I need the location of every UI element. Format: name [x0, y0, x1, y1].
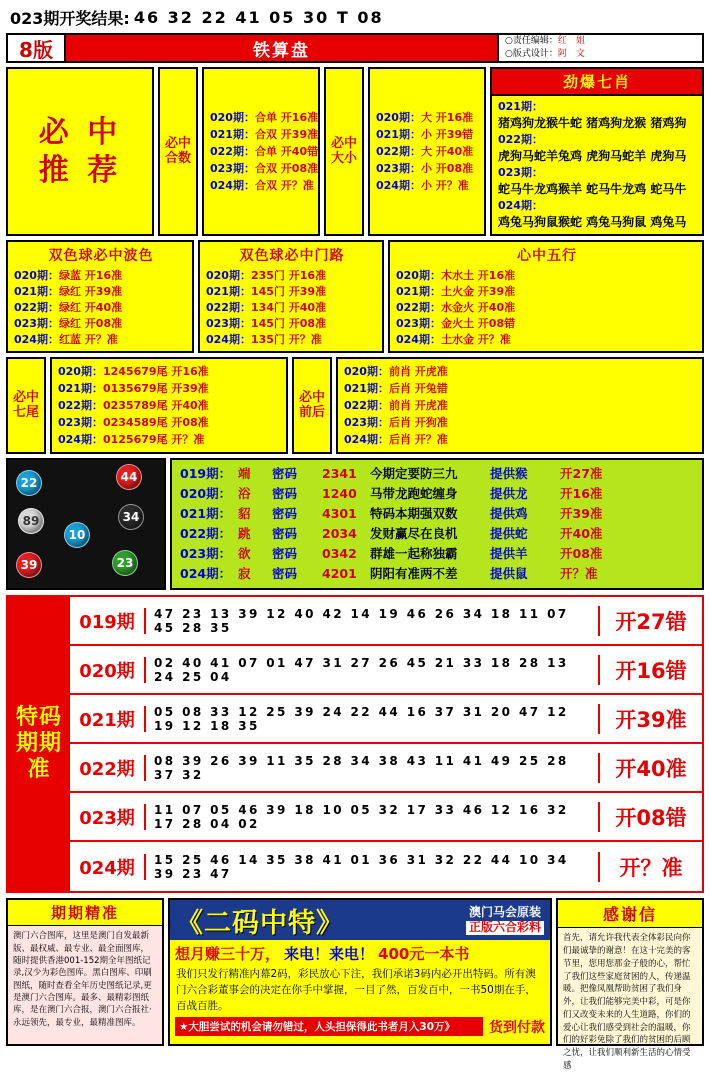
table-row	[70, 744, 702, 793]
list-item: 022期：大 开40准	[376, 145, 474, 159]
ad-center-sub-top: 澳门马会原装	[468, 904, 541, 919]
bullet-icon: ○	[505, 49, 513, 59]
list-item: 021期： 猪鸡狗龙猴牛蛇 猪鸡狗龙猴 猪鸡狗	[498, 100, 687, 130]
table-row	[70, 646, 702, 695]
list-item: 023期：145门 开08准	[206, 317, 327, 331]
credit-row	[505, 48, 702, 62]
list-item: 024期：合双 开？准	[210, 179, 314, 193]
row-numbers: 47 23 13 39 12 40 42 14 19 46 26 34 18 11 07 45 28 35	[154, 606, 569, 635]
ad-right-title: 感谢信	[558, 900, 702, 928]
ad-left	[6, 898, 164, 1046]
list-item: 021期： 貂 密码 4301 特码本期强双数 提供鸡 开39准	[180, 506, 603, 522]
headline-part1: 想月赚三十万，	[175, 945, 281, 964]
must-hit-line1: 必 中	[38, 115, 122, 151]
ball: 89	[18, 508, 44, 534]
must-hit-recommend-block	[6, 67, 154, 236]
row-result: 开？准	[598, 852, 702, 882]
list-item: 020期：合单 开16准	[210, 110, 319, 124]
list-item: 022期：绿红 开40准	[14, 301, 123, 315]
list-item: 024期： 寂 密码 4201 阴阳有准两不差 提供鼠 开？准	[180, 566, 598, 582]
list-item: 023期： 欲 密码 0342 群雄一起称独霸 提供羊 开08准	[180, 546, 603, 562]
row-result: 开08错	[598, 802, 702, 832]
list-item: 020期：1245679尾 开16准	[58, 365, 209, 379]
list-item: 021期：土火金 开39准	[396, 285, 516, 299]
ad-left-title: 期期精准	[8, 900, 162, 926]
list-item: 020期：235门 开16准	[206, 269, 327, 283]
list-item: 024期：0125679尾 开？准	[58, 433, 205, 447]
list-item: 020期： 浴 密码 1240 马带龙跑蛇缠身 提供龙 开16准	[180, 486, 603, 502]
menlu-box	[198, 240, 384, 353]
qiwei-list	[50, 357, 288, 454]
row-numbers: 02 40 41 07 01 47 31 27 26 45 21 33 18 28 13 24 25 04	[154, 655, 569, 684]
list-item: 021期：绿红 开39准	[14, 285, 123, 299]
list-item: 022期：134门 开40准	[206, 301, 327, 315]
daxiao-title: 必中大小	[324, 67, 364, 236]
row-result: 开16错	[598, 655, 702, 685]
ad-center-subtitles	[466, 906, 544, 936]
row-result: 开27错	[598, 606, 702, 636]
ad-right	[556, 898, 704, 1071]
ad-center-header	[170, 900, 550, 940]
qixiao-list	[492, 96, 702, 234]
ad-right-body: 首先，请允许我代表全体彩民向你们最诚挚的谢意！在这十完美的客节里，您用您那金子般的心，帮忙了我们这些家庭贫困的人，传递温暖。把像凤凰帮助贫困了我们身外，让我们能够完美中彩，可是你们又改变未来的人生道路，你们的爱心让我们感受到社会的温暖，你们的好彩免除了我们的贫困的后顾之忧，让我们顺利新生活的心情受感	[563, 933, 691, 1071]
qianhou-list	[336, 357, 704, 454]
credits	[497, 35, 702, 61]
list-item: 021期：小 开39错	[376, 127, 474, 141]
ad-center-foot-note: ★大胆尝试的机会请勿错过，人头担保得此书者月入30万》	[175, 1017, 483, 1036]
ball: 44	[116, 464, 142, 490]
ad-center-headline	[170, 940, 550, 967]
row-result: 开40准	[598, 753, 702, 783]
row-result: 开39准	[598, 704, 702, 734]
masthead	[6, 33, 704, 63]
list-item: 024期： 鸡兔马狗鼠猴蛇 鸡兔马狗鼠 鸡兔马	[498, 199, 687, 229]
list-item: 019期： 端 密码 2341 今期定要防三九 提供猴 开27准	[180, 466, 603, 482]
ad-center	[168, 898, 552, 1046]
list-item: 022期： 跳 密码 2034 发财赢尽在良机 提供蛇 开40准	[180, 526, 603, 542]
table-row	[70, 842, 702, 891]
list-item: 024期：土水金 开？准	[396, 333, 511, 347]
hezhu-title: 必中合数	[158, 67, 198, 236]
section-three-boxes	[6, 240, 704, 353]
row-numbers: 05 08 33 12 25 39 24 22 44 16 37 31 20 47 12 19 12 18 35	[154, 704, 569, 733]
list-item: 021期：合双 开39准	[210, 127, 319, 141]
row-numbers: 15 25 46 14 35 38 41 01 36 31 32 22 44 10 34 39 23 47	[154, 852, 569, 881]
ball: 10	[64, 522, 90, 548]
bose-title: 双色球必中波色	[48, 248, 154, 265]
credit-label: 版式设计：	[512, 49, 558, 59]
table-row	[70, 597, 702, 646]
table-side-title: 特码期期准	[8, 597, 70, 891]
list-item: 020期：大 开16准	[376, 110, 474, 124]
qianhou-title: 必中前后	[292, 357, 332, 454]
page-number: 8版	[8, 35, 66, 61]
bose-box	[6, 240, 194, 353]
list-item: 023期： 蛇马牛龙鸡猴羊 蛇马牛龙鸡 蛇马牛	[498, 166, 687, 196]
table-row	[70, 695, 702, 744]
ad-center-sub-bottom: 正版六合彩料	[466, 921, 544, 935]
list-item: 023期：小 开08准	[376, 162, 474, 176]
headline-part2: 来电！来电！	[284, 945, 375, 964]
credit-value: 红 姐	[557, 35, 585, 46]
publication-title: 铁算盘	[66, 35, 497, 61]
list-item: 024期：红蓝 开？准	[14, 333, 118, 347]
bullet-icon: ○	[505, 35, 513, 46]
list-item: 023期：绿红 开08准	[14, 317, 123, 331]
ball: 39	[16, 552, 42, 578]
section-qiwei-qianhou	[6, 357, 704, 454]
menlu-title: 双色球必中门路	[239, 248, 345, 265]
list-item: 020期：绿蓝 开16准	[14, 269, 123, 283]
ad-center-title: 《二码中特》	[176, 907, 344, 939]
ball: 22	[16, 470, 42, 496]
list-item: 022期：水金火 开40准	[396, 301, 516, 315]
list-item: 023期：后肖 开狗准	[344, 416, 448, 430]
ad-center-footer	[170, 1015, 550, 1039]
wuxing-box	[388, 240, 704, 353]
row-issue: 021期	[70, 706, 146, 732]
section-mima	[6, 458, 704, 590]
special-code-table	[6, 595, 704, 893]
ad-center-cod: 货到付款	[489, 1019, 545, 1036]
list-item: 021期：145门 开39准	[206, 285, 327, 299]
list-item: 022期：0235789尾 开40准	[58, 399, 209, 413]
list-item: 020期：木水土 开16准	[396, 269, 516, 283]
section-advertisements	[6, 898, 704, 1071]
qixiao-block	[490, 67, 704, 236]
list-item: 023期：金火土 开08错	[396, 317, 516, 331]
list-item: 020期：前肖 开虎准	[344, 365, 448, 379]
list-item: 022期： 虎狗马蛇羊兔鸡 虎狗马蛇羊 虎狗马	[498, 133, 687, 163]
ball: 34	[118, 504, 144, 530]
credit-row	[505, 35, 702, 49]
table-row	[70, 793, 702, 842]
hezhu-list	[202, 67, 320, 236]
list-item: 022期：前肖 开虎准	[344, 399, 448, 413]
list-item: 024期：小 开？准	[376, 179, 469, 193]
result-label: 023期开奖结果:	[10, 9, 130, 28]
section-predictions-top	[6, 67, 704, 236]
row-issue: 022期	[70, 755, 146, 781]
result-header	[6, 4, 704, 33]
credit-value: 阿 文	[557, 49, 585, 59]
row-issue: 020期	[70, 657, 146, 683]
wuxing-title: 心中五行	[517, 248, 577, 265]
list-item: 024期：后肖 开？准	[344, 433, 448, 447]
list-item: 021期：0135679尾 开39准	[58, 382, 209, 396]
must-hit-line2: 推 荐	[38, 152, 122, 188]
list-item: 023期：0234589尾 开08准	[58, 416, 209, 430]
row-numbers: 11 07 05 46 39 18 10 05 32 17 33 46 12 16 32 17 28 04 02	[154, 802, 569, 831]
list-item: 024期：135门 开？准	[206, 333, 322, 347]
ball: 23	[112, 550, 138, 576]
mima-list	[170, 458, 704, 590]
daxiao-list	[368, 67, 486, 236]
credit-label: 责任编辑：	[512, 35, 558, 46]
qixiao-title: 劲爆七肖	[492, 69, 702, 96]
ad-center-body: 我们只发行精准内幕2码，彩民放心下注，我们承诺3码内必开出特码。所有澳门六合彩董事会的决定在你手中掌握，一目了然，百发百中，一书50期在手，百战百胜。	[176, 968, 536, 1012]
list-item: 022期：合单 开40错	[210, 145, 319, 159]
list-item: 023期：合双 开08准	[210, 162, 319, 176]
lottery-balls-image	[6, 458, 166, 590]
list-item: 021期：后肖 开兔错	[344, 382, 448, 396]
row-issue: 023期	[70, 804, 146, 830]
row-issue: 024期	[70, 854, 146, 880]
qiwei-title: 必中七尾	[6, 357, 46, 454]
ad-left-body: 澳门六合图库，这里是澳门自发最新版、最权威、最专业、最全面图库，随时提供香港001-152期全年图纸记录,汉少为彩色图库。黑白图库、印刷图纸，随时查看全年历史图纸记录,更是澳门六合图库。最多、最精彩图纸库，是在澳门六合报，澳门六合报社·永远领先，最专业，最精准图库。	[13, 931, 152, 1028]
table-body	[70, 597, 702, 891]
row-issue: 019期	[70, 608, 146, 634]
result-numbers: 46 32 22 41 05 30 T 08	[133, 8, 384, 27]
headline-part3: 400元一本书	[378, 945, 470, 964]
row-numbers: 08 39 26 39 11 35 28 34 38 43 11 41 49 25 28 37 32	[154, 753, 569, 782]
